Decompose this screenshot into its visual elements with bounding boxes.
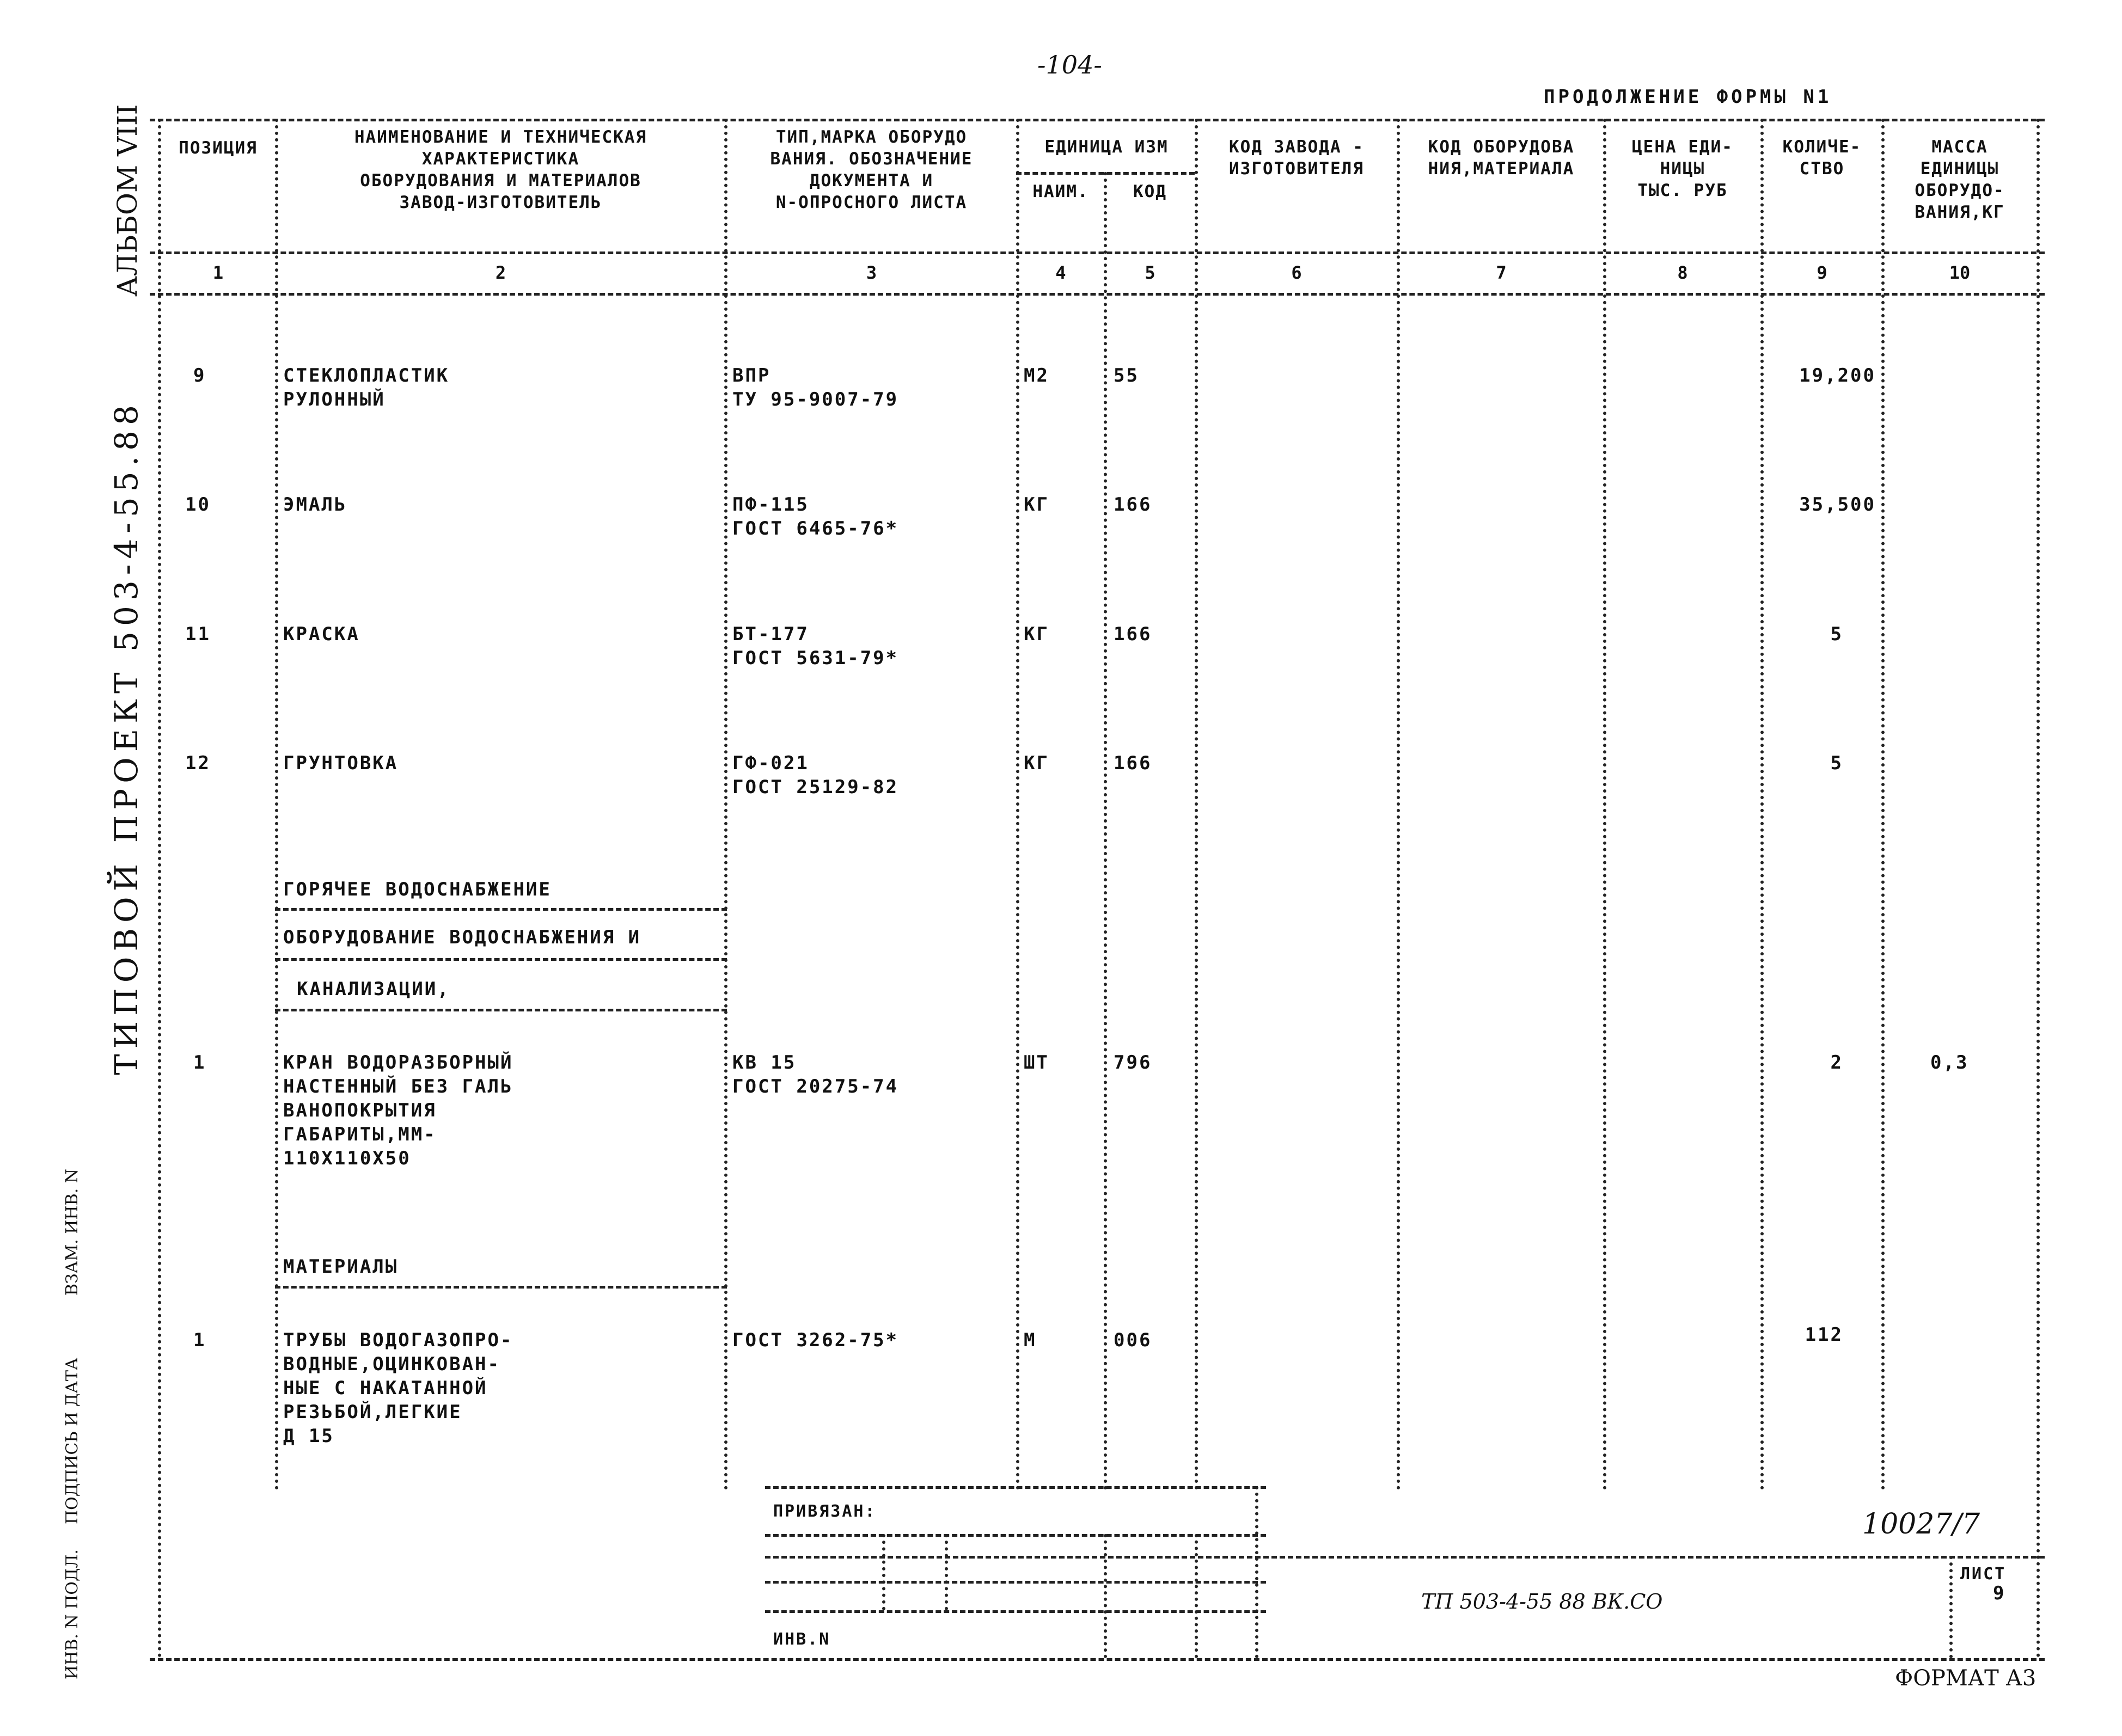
row-12-unit: КГ: [1024, 752, 1049, 774]
header-type: ТИП,МАРКА ОБОРУДО ВАНИЯ. ОБОЗНАЧЕНИЕ ДОКУМЕНТА И N-ОПРОСНОГО ЛИСТА: [770, 127, 973, 212]
row-12-quantity: 5: [1830, 752, 1843, 774]
header-position: ПОЗИЦИЯ: [179, 138, 258, 158]
stamp-divider-1: [882, 1534, 885, 1610]
row-11-name: КРАСКА: [283, 623, 360, 645]
rule-stamp-4: [765, 1581, 1266, 1584]
row-9-unit: М2: [1024, 365, 1049, 387]
col-number-2: 2: [495, 262, 506, 283]
header-mass: МАССА ЕДИНИЦЫ ОБОРУДО- ВАНИЯ,КГ: [1915, 137, 2005, 222]
row-10-type: ПФ-115 ГОСТ 6465-76*: [732, 494, 899, 539]
section-hot-water: ГОРЯЧЕЕ ВОДОСНАБЖЕНИЕ: [283, 879, 552, 900]
stamp-document-number: ТП 503-4-55 88 ВК.СО: [1421, 1590, 1663, 1614]
rule-stamp-5: [765, 1610, 1266, 1613]
row-valve-mass: 0,3: [1930, 1052, 1969, 1074]
row-11-type: БТ-177 ГОСТ 5631-79*: [732, 623, 899, 669]
col-number-6: 6: [1291, 262, 1302, 283]
stamp-divider-2: [945, 1534, 948, 1610]
row-9-position: 9: [193, 365, 206, 387]
col-number-5: 5: [1145, 262, 1155, 283]
header-quantity: КОЛИЧЕ- СТВО: [1782, 137, 1862, 179]
row-10-code: 166: [1114, 494, 1152, 516]
row-12-code: 166: [1114, 752, 1152, 774]
row-valve-code: 796: [1114, 1052, 1152, 1074]
row-11-position: 11: [185, 623, 211, 645]
col-number-7: 7: [1496, 262, 1507, 283]
row-9-type: ВПР ТУ 95-9007-79: [732, 365, 899, 410]
row-12-name: ГРУНТОВКА: [283, 752, 399, 774]
col-edge-right: [2037, 119, 2040, 1658]
stamp-divider-5: [1255, 1486, 1258, 1658]
stamp-privyazan: ПРИВЯЗАН:: [773, 1502, 877, 1521]
stamp-sheet-label: ЛИСТ: [1960, 1565, 2007, 1584]
row-12-position: 12: [185, 752, 211, 774]
stamp-divider-sheet: [1949, 1556, 1953, 1658]
col-divider-6: [1397, 119, 1400, 1490]
header-name: НАИМЕНОВАНИЕ И ТЕХНИЧЕСКАЯ ХАРАКТЕРИСТИКА ОБОРУДОВАНИЯ И МАТЕРИАЛОВ ЗАВОД-ИЗГОТОВИТЕЛЬ: [354, 127, 647, 212]
side-project-label: ТИПОВОЙ ПРОЕКТ 503-4-55.88: [108, 400, 145, 1075]
col-divider-5: [1195, 119, 1198, 1490]
continuation-label: ПРОДОЛЖЕНИЕ ФОРМЫ N1: [1544, 86, 1832, 108]
row-11-quantity: 5: [1830, 623, 1843, 645]
section-equipment-line-2: КАНАЛИЗАЦИИ,: [297, 978, 450, 1000]
stamp-divider-4: [1195, 1534, 1198, 1658]
row-valve-position: 1: [193, 1052, 206, 1074]
row-pipes-unit: М: [1024, 1329, 1037, 1351]
row-10-name: ЭМАЛЬ: [283, 494, 347, 516]
col-edge-left: [158, 119, 161, 1658]
side-stamp-replace: ВЗАМ. ИНВ. N: [63, 1169, 82, 1296]
row-pipes-type: ГОСТ 3262-75*: [732, 1329, 899, 1351]
rule-stamp-top: [765, 1486, 1266, 1489]
row-9-name: СТЕКЛОПЛАСТИК РУЛОННЫЙ: [283, 365, 450, 410]
row-pipes-code: 006: [1114, 1329, 1152, 1351]
rule-section-1: [275, 908, 727, 911]
side-stamp-inv: ИНВ. N ПОДЛ.: [63, 1549, 82, 1679]
row-valve-type: КВ 15 ГОСТ 20275-74: [732, 1052, 899, 1097]
side-album-label: АЛЬБОМ VIII: [112, 104, 143, 297]
format-label: ФОРМАТ А3: [1895, 1666, 2037, 1691]
col-divider-4: [1104, 172, 1107, 1490]
section-materials: МАТЕРИАЛЫ: [283, 1256, 399, 1278]
stamp-sheet-number: 9: [1993, 1582, 2006, 1604]
stamp-divider-3: [1104, 1534, 1107, 1658]
section-equipment-line-1: ОБОРУДОВАНИЕ ВОДОСНАБЖЕНИЯ И: [283, 927, 641, 948]
header-factory-code: КОД ЗАВОДА - ИЗГОТОВИТЕЛЯ: [1229, 137, 1364, 179]
col-divider-7: [1603, 119, 1606, 1490]
row-11-code: 166: [1114, 623, 1152, 645]
row-valve-unit: ШТ: [1024, 1052, 1049, 1074]
col-divider-9: [1881, 119, 1885, 1490]
header-unit-code: КОД: [1133, 182, 1167, 201]
header-unit-name: НАИМ.: [1032, 182, 1089, 201]
header-equipment-code: КОД ОБОРУДОВА НИЯ,МАТЕРИАЛА: [1428, 137, 1575, 179]
header-unit: ЕДИНИЦА ИЗМ: [1044, 137, 1169, 157]
stamp-inv: ИНВ.N: [773, 1630, 831, 1649]
col-number-8: 8: [1677, 262, 1688, 283]
col-divider-3: [1016, 119, 1019, 1490]
rule-section-2: [275, 958, 727, 961]
row-valve-name: КРАН ВОДОРАЗБОРНЫЙ НАСТЕННЫЙ БЕЗ ГАЛЬ ВАНОПОКРЫТИЯ ГАБАРИТЫ,ММ- 110Х110Х50: [283, 1052, 513, 1169]
row-valve-quantity: 2: [1830, 1052, 1843, 1074]
col-divider-2: [724, 119, 727, 1490]
side-stamp-signature: ПОДПИСЬ И ДАТА: [63, 1358, 82, 1524]
col-divider-8: [1760, 119, 1764, 1490]
col-number-9: 9: [1817, 262, 1827, 283]
col-divider-1: [275, 119, 278, 1490]
rule-bottom: [150, 1658, 2045, 1661]
row-12-type: ГФ-021 ГОСТ 25129-82: [732, 752, 899, 798]
row-pipes-position: 1: [193, 1329, 206, 1351]
rule-stamp-3: [765, 1556, 2045, 1559]
row-10-quantity: 35,500: [1799, 494, 1876, 516]
row-pipes-quantity: 112: [1805, 1324, 1843, 1346]
row-11-unit: КГ: [1024, 623, 1049, 645]
col-number-4: 4: [1055, 262, 1066, 283]
row-9-quantity: 19,200: [1799, 365, 1876, 387]
row-10-position: 10: [185, 494, 211, 516]
row-10-unit: КГ: [1024, 494, 1049, 516]
col-number-3: 3: [866, 262, 877, 283]
header-price: ЦЕНА ЕДИ- НИЦЫ ТЫС. РУБ: [1632, 137, 1733, 200]
row-pipes-name: ТРУБЫ ВОДОГАЗОПРО- ВОДНЫЕ,ОЦИНКОВАН- НЫЕ С НАКАТАННОЙ РЕЗЬБОЙ,ЛЕГКИЕ Д 15: [283, 1329, 513, 1447]
stamp-handwritten-number: 10027/7: [1862, 1508, 1980, 1541]
rule-stamp-2: [765, 1534, 1266, 1537]
col-number-1: 1: [212, 262, 224, 283]
page-number: -104-: [1037, 50, 1102, 79]
col-number-10: 10: [1949, 262, 1971, 283]
rule-materials: [275, 1286, 727, 1289]
rule-section-3: [275, 1009, 727, 1011]
row-9-code: 55: [1114, 365, 1139, 387]
